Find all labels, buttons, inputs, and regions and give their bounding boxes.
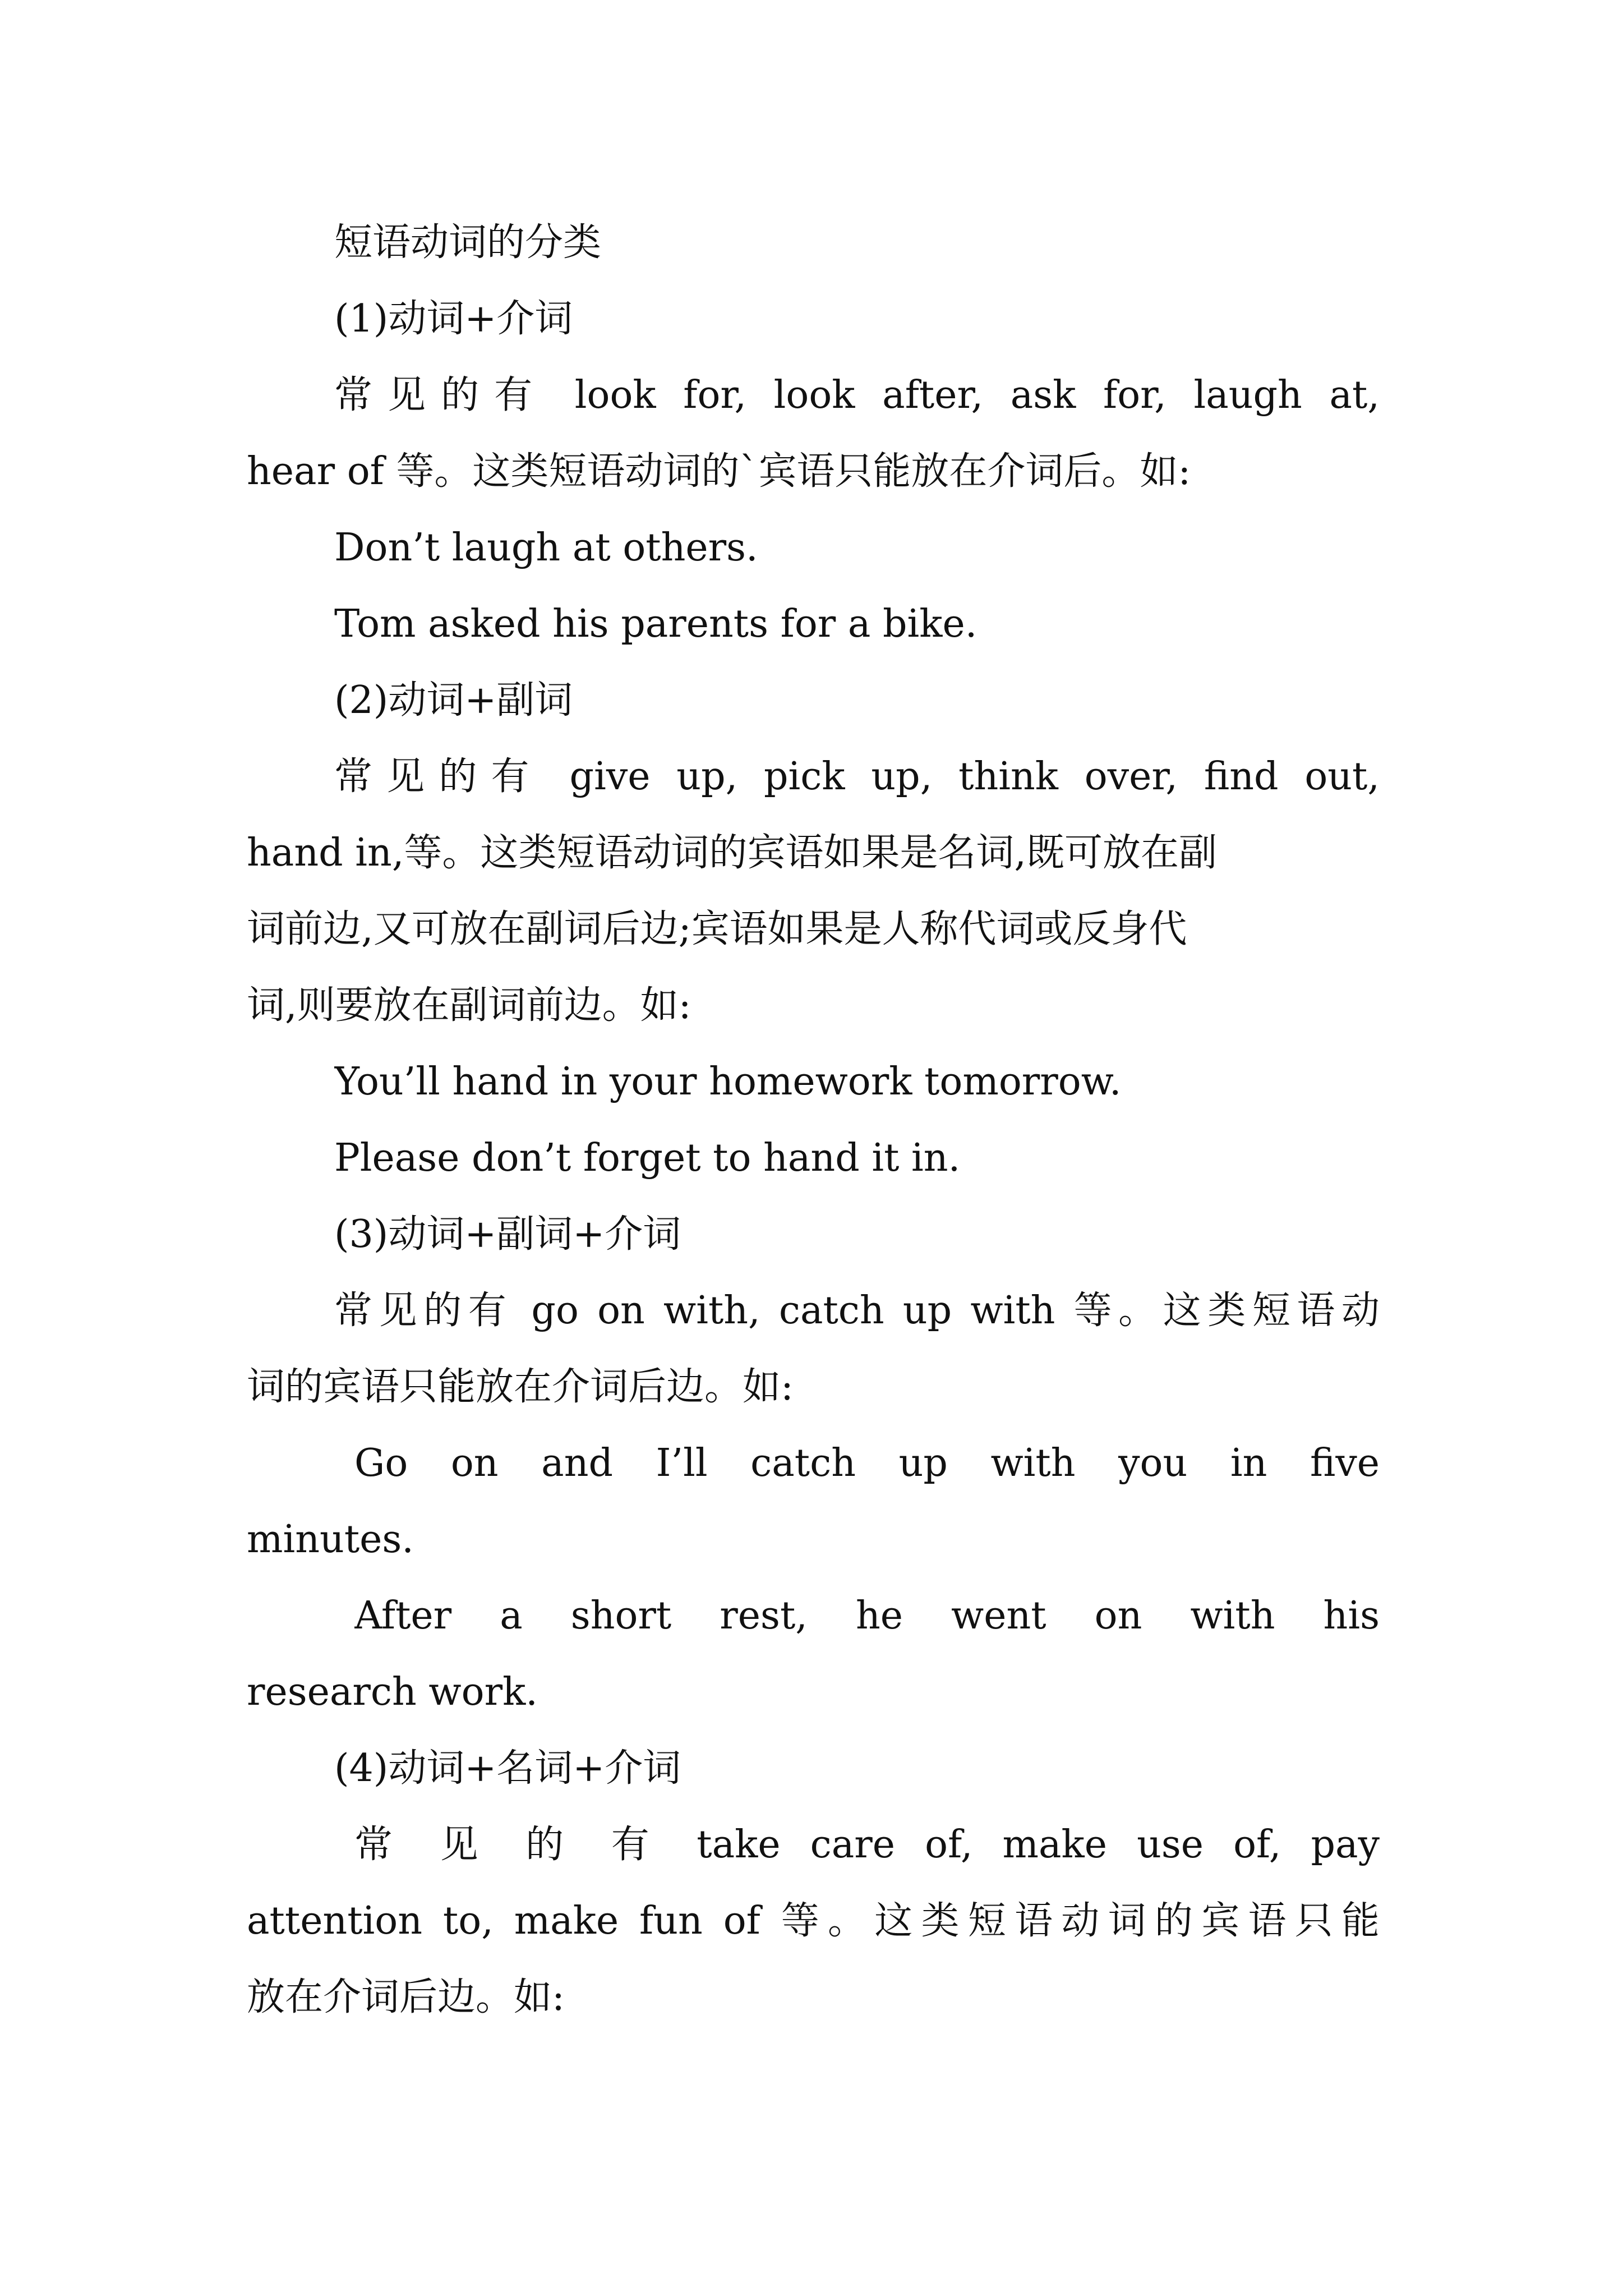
section-title: 短语动词的分类 [334, 220, 602, 265]
paragraph-line: 词前边,又可放在副词后边;宾语如果是人称代词或反身代 [247, 907, 1187, 951]
example-sentence: Please don’t forget to hand it in. [334, 1136, 961, 1180]
paragraph-line: hear of 等。这类短语动词的`宾语只能放在介词后。如: [247, 449, 1191, 494]
example-sentence: Go on and I’ll catch up with you in five [354, 1441, 1380, 1485]
paragraph-line: hand in,等。这类短语动词的宾语如果是名词,既可放在副 [247, 831, 1218, 875]
paragraph-line: 放在介词后边。如: [247, 1975, 565, 2019]
example-sentence: Don’t laugh at others. [334, 526, 758, 570]
paragraph-line: 常见的有 look for, look after, ask for, laugh at, [334, 373, 1380, 417]
example-sentence: After a short rest, he went on with his [354, 1594, 1380, 1638]
paragraph-line: 词,则要放在副词前边。如: [247, 983, 691, 1028]
subheading-verb-adverb-preposition: (3)动词+副词+介词 [334, 1212, 681, 1257]
example-sentence-continued: minutes. [247, 1517, 414, 1562]
paragraph-line: 常 见 的 有 take care of, make use of, pay [354, 1823, 1380, 1867]
subheading-verb-noun-preposition: (4)动词+名词+介词 [334, 1746, 681, 1791]
subheading-verb-adverb: (2)动词+副词 [334, 678, 573, 723]
example-sentence: Tom asked his parents for a bike. [334, 602, 978, 646]
example-sentence: You’ll hand in your homework tomorrow. [334, 1060, 1122, 1104]
paragraph-line: attention to, make fun of 等。这类短语动词的宾语只能 [247, 1899, 1380, 1943]
example-sentence-continued: research work. [247, 1670, 538, 1714]
paragraph-line: 词的宾语只能放在介词后边。如: [247, 1365, 794, 1409]
paragraph-line: 常见的有 give up, pick up, think over, find out, [334, 754, 1380, 799]
subheading-verb-preposition: (1)动词+介词 [334, 297, 573, 341]
paragraph-line: 常见的有 go on with, catch up with 等。这类短语动 [334, 1289, 1380, 1333]
